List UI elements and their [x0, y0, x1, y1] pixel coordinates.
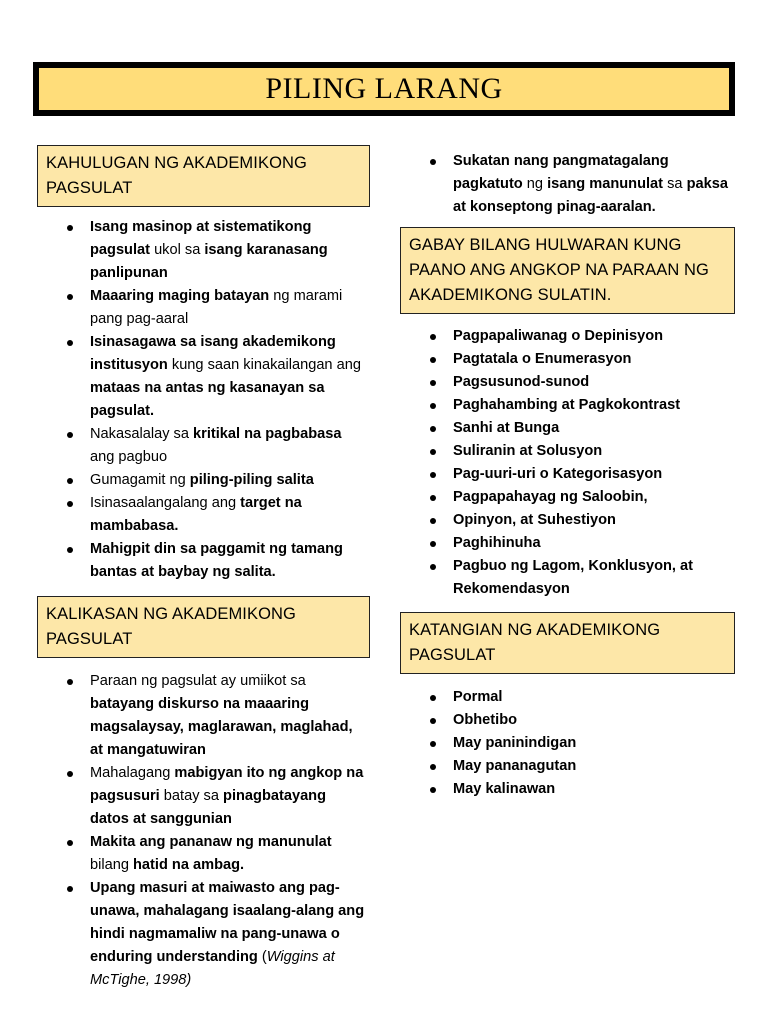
- katangian-list: [400, 686, 735, 801]
- left-column: [37, 145, 372, 992]
- list-item: [37, 469, 372, 492]
- item-text: isang manunulat: [547, 176, 664, 192]
- list-item: Pag-uuri-uri o Kategorisasyon: [400, 463, 735, 486]
- item-text: hatid na ambag.: [133, 857, 245, 873]
- list-item: [37, 331, 372, 423]
- item-text: mataas na antas ng kasanayan sa pagsulat.: [90, 380, 325, 419]
- item-text: Maaaring maging batayan: [90, 288, 270, 304]
- list-item: Pagpapaliwanag o Depinisyon: [400, 325, 735, 348]
- item-text: Gumagamit ng: [90, 472, 190, 488]
- list-item: [37, 670, 372, 762]
- list-item: [37, 831, 372, 877]
- list-item: Suliranin at Solusyon: [400, 440, 735, 463]
- item-text: Mahalagang: [90, 765, 175, 781]
- section-heading-kalikasan: KALIKASAN NG AKADEMIKONG PAGSULAT: [37, 596, 370, 658]
- item-text: Upang masuri at maiwasto ang pag-unawa, mahalagang isaalang-alang ang hindi nagmamaliw na pang-unawa o enduring understanding: [90, 880, 365, 965]
- item-text: at konseptong pinag-aaralan.: [453, 199, 656, 215]
- list-item: [37, 216, 372, 285]
- item-text: target na mambabasa.: [90, 495, 302, 534]
- list-item: May paninindigan: [400, 732, 735, 755]
- kahulugan-list: [37, 216, 372, 584]
- list-item: Paghahambing at Pagkokontrast: [400, 394, 735, 417]
- continued-list: [400, 150, 735, 219]
- list-item: May kalinawan: [400, 778, 735, 801]
- list-item: [37, 877, 372, 992]
- item-text: ukol sa: [150, 242, 205, 258]
- item-text: pinagbatayang datos at sanggunian: [90, 788, 327, 827]
- item-text: Sukatan nang pangmatagalang pagkatuto: [453, 153, 669, 192]
- list-item: Pagpapahayag ng Saloobin,: [400, 486, 735, 509]
- item-text: (: [257, 949, 267, 965]
- item-text: ng marami pang pag-aaral: [90, 288, 343, 327]
- list-item: Pormal: [400, 686, 735, 709]
- item-text: Isinasaalangalang ang: [90, 495, 241, 511]
- list-item: [37, 285, 372, 331]
- item-text: Nakasalalay sa: [90, 426, 194, 442]
- list-item: Opinyon, at Suhestiyon: [400, 509, 735, 532]
- list-item: [37, 423, 372, 469]
- list-item: Paghihinuha: [400, 532, 735, 555]
- list-item: Obhetibo: [400, 709, 735, 732]
- title-banner: [33, 62, 735, 116]
- item-text: sa: [663, 176, 687, 192]
- item-text: ng: [522, 176, 548, 192]
- section-heading-kahulugan: KAHULUGAN NG AKADEMIKONG PAGSULAT: [37, 145, 370, 207]
- item-text: Makita ang pananaw ng manunulat: [90, 834, 332, 850]
- right-column: [400, 150, 735, 801]
- list-item: [37, 762, 372, 831]
- list-item: Pagsusunod-sunod: [400, 371, 735, 394]
- item-text: Paraan ng pagsulat ay umiikot sa: [90, 673, 306, 689]
- list-item: [37, 492, 372, 538]
- item-text: batay sa: [159, 788, 224, 804]
- item-text: ang pagbuo: [90, 449, 168, 465]
- section-heading-gabay: GABAY BILANG HULWARAN KUNG PAANO ANG ANGKOP NA PARAAN NG AKADEMIKONG SULATIN.: [400, 227, 735, 314]
- kalikasan-list: [37, 670, 372, 992]
- item-text: bilang: [90, 857, 134, 873]
- item-text: Mahigpit din sa paggamit ng tamang bantas at baybay ng salita.: [90, 541, 343, 580]
- item-text: kritikal na pagbabasa: [193, 426, 342, 442]
- list-item: May pananagutan: [400, 755, 735, 778]
- gabay-list: [400, 325, 735, 601]
- item-text: mabigyan ito ng angkop na pagsusuri: [90, 765, 364, 804]
- item-text: Wiggins at McTighe, 1998): [90, 949, 335, 988]
- list-item: Pagbuo ng Lagom, Konklusyon, at Rekomendasyon: [400, 555, 735, 601]
- list-item: [400, 150, 735, 219]
- item-text: Isinasagawa sa isang akademikong institusyon: [90, 334, 336, 373]
- item-text: piling-piling salita: [189, 472, 314, 488]
- page-title: PILING LARANG: [265, 72, 503, 105]
- title-banner-inner: [38, 67, 730, 111]
- list-item: Pagtatala o Enumerasyon: [400, 348, 735, 371]
- item-text: batayang diskurso na maaaring magsalaysay, maglarawan, maglahad, at mangatuwiran: [90, 696, 353, 758]
- item-text: paksa: [686, 176, 728, 192]
- section-heading-katangian: KATANGIAN NG AKADEMIKONG PAGSULAT: [400, 612, 735, 674]
- item-text: kung saan kinakailangan ang: [167, 357, 361, 373]
- item-text: Isang masinop at sistematikong pagsulat: [90, 219, 312, 258]
- item-text: isang karanasang panlipunan: [90, 242, 328, 281]
- list-item: [37, 538, 372, 584]
- list-item: Sanhi at Bunga: [400, 417, 735, 440]
